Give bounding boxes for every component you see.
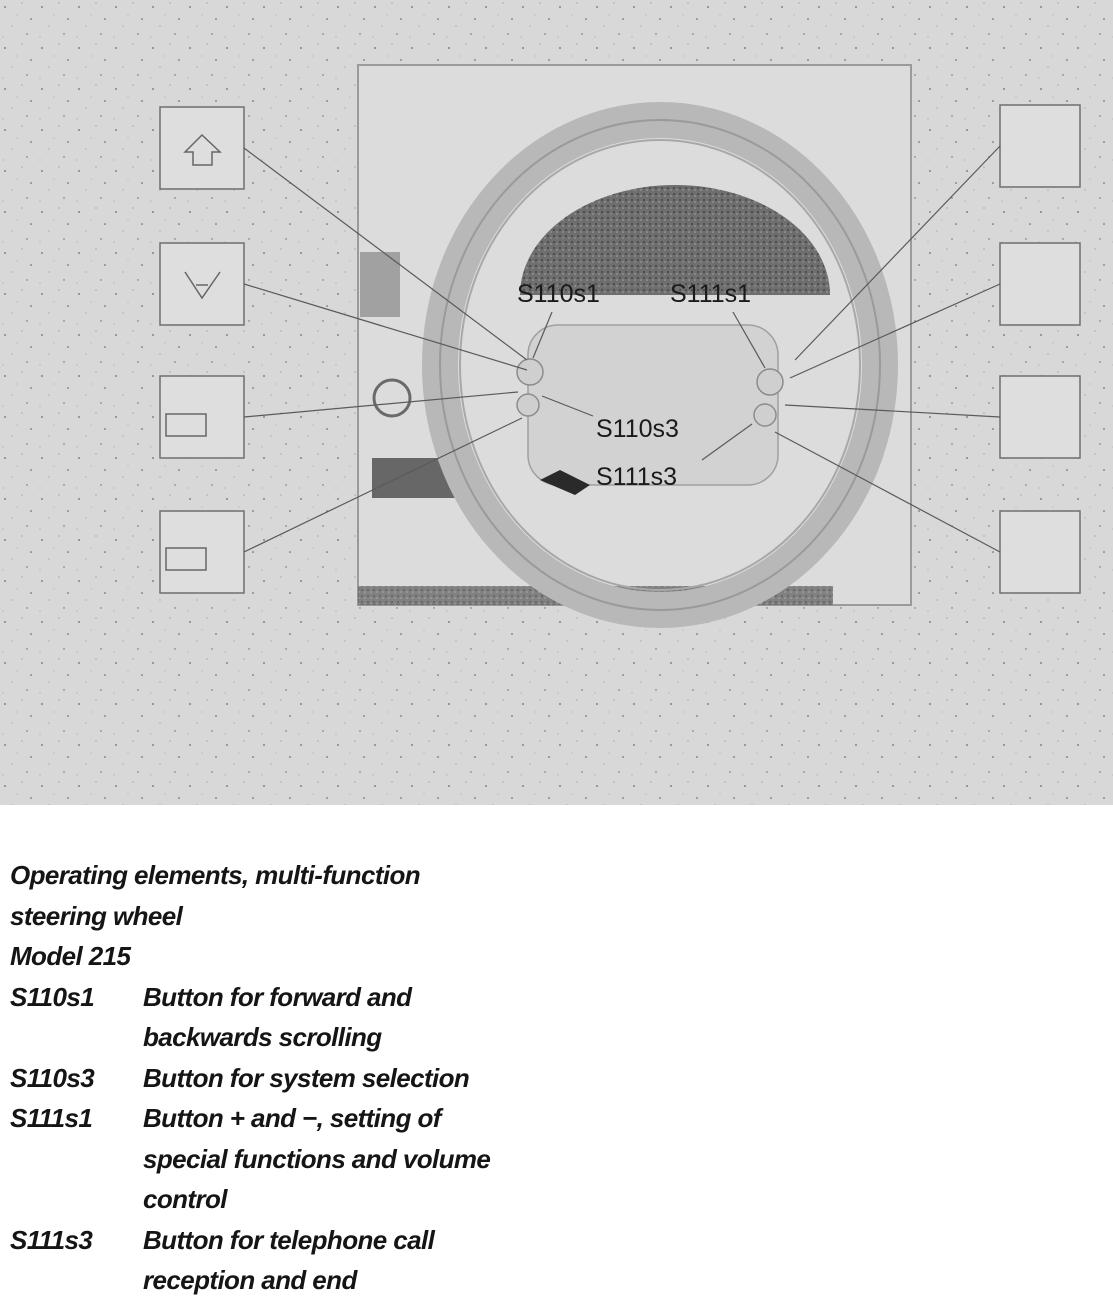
button-s110s3[interactable] <box>517 394 539 416</box>
legend-text-line: special functions and volume <box>143 1143 491 1174</box>
right-detail-box-1 <box>1000 105 1080 187</box>
legend-description <box>143 977 610 1058</box>
legend-code: S111s1 <box>10 1103 93 1133</box>
legend-item-s111s1 <box>10 1098 610 1220</box>
callout-s110s3: S110s3 <box>596 415 679 443</box>
legend-description <box>143 1058 610 1099</box>
callout-s111s1: S111s1 <box>670 280 752 308</box>
legend-code: S111s3 <box>10 1224 93 1255</box>
legend-text-line: Button for system selection <box>143 1062 470 1093</box>
right-detail-box-2 <box>1000 243 1080 325</box>
callout-s110s1: S110s1 <box>517 280 600 308</box>
left-detail-box-1 <box>160 107 244 189</box>
caption-title-line-1: Operating elements, multi-function <box>10 860 421 890</box>
legend-description <box>143 1098 610 1220</box>
figure-caption <box>10 855 610 1301</box>
button-s110s1[interactable] <box>517 359 543 385</box>
legend-text-line: Button + and −, setting of <box>143 1103 441 1133</box>
button-s111s1[interactable] <box>757 369 783 395</box>
right-detail-box-3 <box>1000 376 1080 458</box>
left-detail-box-3 <box>160 376 244 458</box>
legend-text-line: reception and end <box>143 1265 357 1295</box>
callout-s111s3: S111s3 <box>596 463 678 491</box>
legend-item-s110s1 <box>10 977 610 1058</box>
caption-title-line-2: steering wheel <box>10 900 183 931</box>
legend-text-line: Button for telephone call <box>143 1224 435 1255</box>
right-detail-box-4 <box>1000 511 1080 593</box>
left-air-vent <box>360 252 400 317</box>
legend-description <box>143 1220 610 1301</box>
legend-text-line: control <box>143 1184 227 1214</box>
legend-text-line: backwards scrolling <box>143 1022 382 1052</box>
caption-model: Model 215 <box>10 941 131 971</box>
button-s111s3[interactable] <box>754 404 776 426</box>
legend-item-s111s3 <box>10 1220 610 1301</box>
left-detail-box-4 <box>160 511 244 593</box>
legend-text-line: Button for forward and <box>143 981 412 1012</box>
legend-code: S110s3 <box>10 1062 95 1093</box>
left-detail-box-2 <box>160 243 244 325</box>
legend-code: S110s1 <box>10 981 95 1012</box>
legend-item-s110s3 <box>10 1058 610 1099</box>
